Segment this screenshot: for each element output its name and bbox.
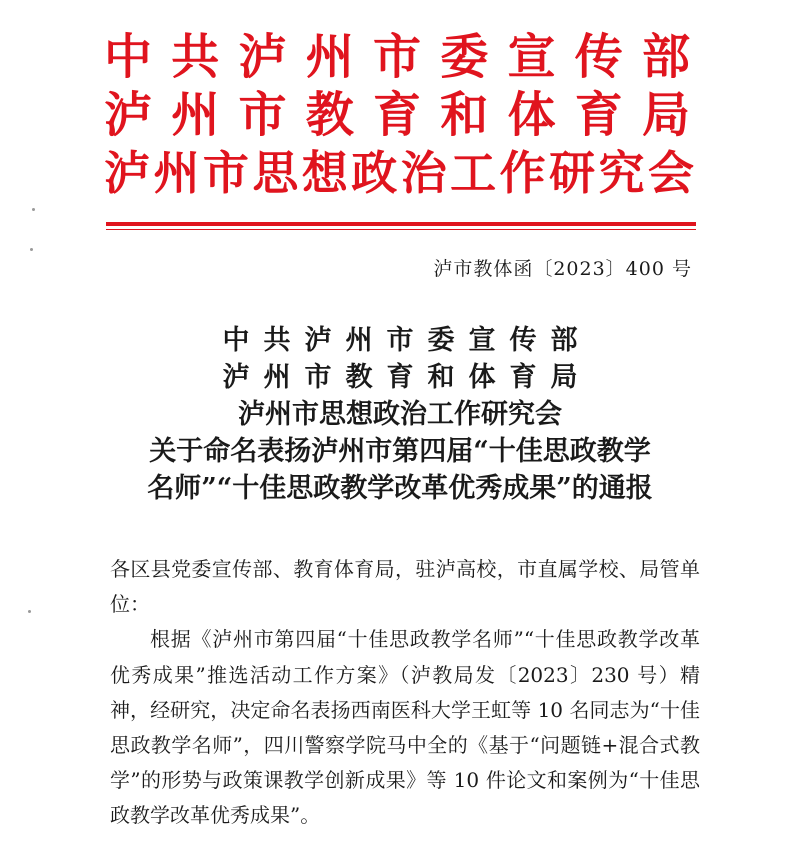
salutation: 各区县党委宣传部、教育体育局，驻泸高校，市直属学校、局管单位： bbox=[110, 557, 700, 617]
title-line-5: 名师”“十佳思政教学改革优秀成果”的通报 bbox=[147, 473, 653, 504]
letterhead-org-propaganda: 中共泸州市委宣传部 bbox=[104, 29, 694, 85]
title-line-3: 泸州市思想政治工作研究会 bbox=[238, 399, 562, 430]
scan-speck bbox=[32, 208, 35, 211]
letterhead-org-education: 泸州市教育和体育局 bbox=[104, 87, 694, 143]
letterhead-rule-thick bbox=[106, 222, 696, 226]
title-line-2: 泸州市教育和体育局 bbox=[222, 362, 592, 393]
letterhead-rule-thin bbox=[106, 229, 696, 230]
scan-speck bbox=[28, 610, 31, 613]
title-line-1: 中共泸州市委宣传部 bbox=[222, 325, 592, 356]
body-paragraph-1: 根据《泸州市第四届“十佳思政教学名师”“十佳思政教学改革优秀成果”推选活动工作方案》（泸教局发〔2023〕230 号）精神，经研究，决定命名表扬西南医科大学王虹等 10 名同志为“十佳思政教学名师”，四川警察学院马中全的《基于“问题链+混合式教学”的形势与政策课教学创新成果》等 10 件论文和案例为“十佳思政教学改革优秀成果”。 bbox=[110, 627, 700, 828]
red-letterhead bbox=[104, 28, 694, 202]
document-number: 泸市教体函〔2023〕400 号 bbox=[433, 258, 692, 280]
letterhead-org-research: 泸州市思想政治工作研究会 bbox=[104, 146, 694, 200]
document-body bbox=[110, 552, 700, 834]
title-line-4: 关于命名表扬泸州市第四届“十佳思政教学 bbox=[149, 436, 651, 467]
scan-speck bbox=[30, 248, 33, 251]
document-title bbox=[100, 322, 700, 507]
